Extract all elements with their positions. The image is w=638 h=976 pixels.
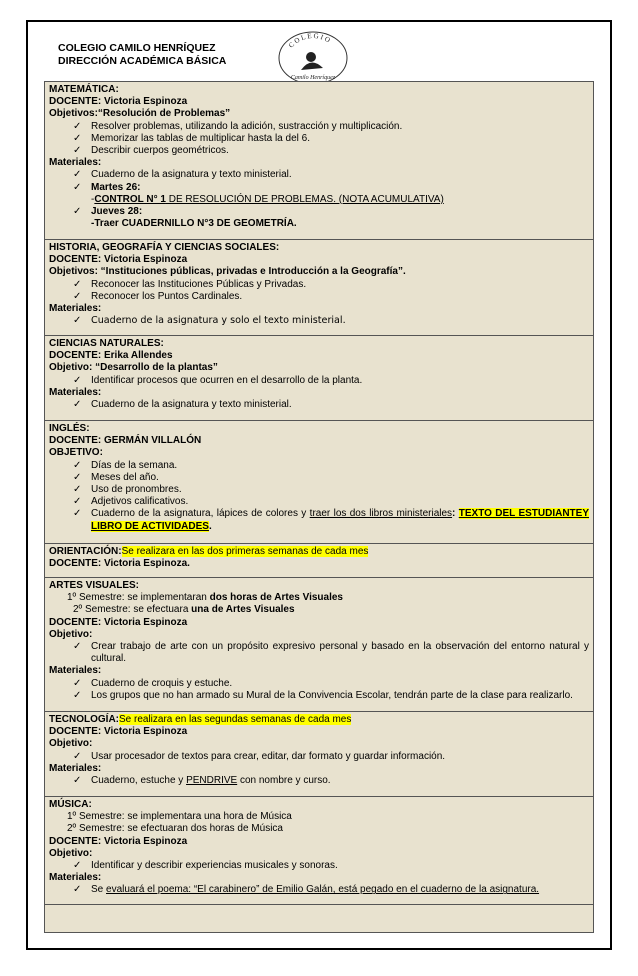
arts-semester-1 bbox=[49, 592, 589, 604]
dash: - bbox=[91, 193, 95, 205]
list-item bbox=[73, 884, 589, 896]
science-objectives bbox=[49, 375, 589, 387]
arts-objective-title: Objetivo: bbox=[49, 628, 93, 640]
materials-text: Cuaderno, estuche y bbox=[91, 775, 187, 787]
list-item: ✓ Cuaderno de croquis y estuche. bbox=[73, 678, 589, 690]
arts-subject: ARTES VISUALES: bbox=[49, 580, 140, 591]
math-objective-title: Objetivos:“Resolución de Problemas” bbox=[49, 108, 231, 120]
school-seal-logo bbox=[273, 26, 353, 86]
tech-row bbox=[45, 712, 594, 797]
english-objectives bbox=[49, 460, 589, 533]
control-desc: DE RESOLUCIÓN DE PROBLEMAS. (NOTA ACUMULATIVA) bbox=[165, 193, 444, 205]
science-teacher: DOCENTE: Erika Allendes bbox=[49, 350, 173, 362]
semester-bold: una de Artes Visuales bbox=[191, 604, 295, 616]
books-highlight: TEXTO DEL ESTUDIANTEY LIBRO DE ACTIVIDADES bbox=[91, 508, 590, 532]
svg-text:Camilo Henríquez: Camilo Henríquez bbox=[290, 75, 336, 81]
math-teacher: DOCENTE: Victoria Espinoza bbox=[49, 96, 188, 108]
history-materials-label: Materiales: bbox=[49, 303, 102, 315]
list-item: ✓ Memorizar las tablas de multiplicar hasta la del 6. bbox=[73, 133, 589, 145]
list-item bbox=[73, 508, 589, 532]
science-subject: CIENCIAS NATURALES: bbox=[49, 338, 164, 349]
orientation-subject: ORIENTACIÓN: bbox=[49, 546, 122, 557]
list-item: ✓ Reconocer los Puntos Cardinales. bbox=[73, 291, 589, 303]
thursday-task: -Traer CUADERNILLO N°3 DE GEOMETRÍA. bbox=[91, 218, 297, 230]
music-teacher: DOCENTE: Victoria Espinoza bbox=[49, 835, 188, 847]
history-objectives bbox=[49, 279, 589, 303]
list-item: ✓ Uso de pronombres. bbox=[73, 484, 589, 496]
science-row bbox=[45, 336, 594, 421]
semester-text: 2º Semestre: se efectuara bbox=[73, 604, 192, 616]
list-item: ✓ Describir cuerpos geométricos. bbox=[73, 145, 589, 157]
school-header bbox=[58, 42, 226, 68]
period: . bbox=[208, 520, 212, 532]
list-item: ✓ Meses del año. bbox=[73, 472, 589, 484]
tech-subject: TECNOLOGÍA: bbox=[49, 714, 119, 725]
history-row bbox=[45, 240, 594, 336]
materials-text: Se bbox=[91, 884, 107, 896]
math-materials bbox=[49, 169, 589, 230]
arts-teacher: DOCENTE: Victoria Espinoza bbox=[49, 616, 188, 628]
tech-teacher: DOCENTE: Victoria Espinoza bbox=[49, 726, 188, 738]
science-objective-title: Objetivo: “Desarrollo de la plantas” bbox=[49, 362, 218, 374]
orientation-row bbox=[45, 544, 594, 578]
music-row bbox=[45, 797, 594, 905]
colon: : bbox=[452, 508, 459, 520]
tech-objectives bbox=[49, 751, 589, 763]
list-item: ✓ Reconocer las Instituciones Públicas y Privadas. bbox=[73, 279, 589, 291]
poem-evaluation: evaluará el poema: “El carabinero” de Emilio Galán, está pegado en el cuaderno de la asignatura. bbox=[106, 884, 540, 896]
svg-text:C O L E G I O: C O L E G I O bbox=[287, 31, 332, 50]
list-item: ✓ Cuaderno de la asignatura y texto ministerial. bbox=[73, 399, 589, 411]
list-item: ✓ Adjetivos calificativos. bbox=[73, 496, 589, 508]
pendrive-label: PENDRIVE bbox=[186, 775, 238, 787]
school-name: COLEGIO CAMILO HENRÍQUEZ bbox=[58, 42, 216, 54]
math-subject: MATEMÁTICA: bbox=[49, 84, 119, 95]
music-materials-label: Materiales: bbox=[49, 872, 102, 884]
arts-row bbox=[45, 578, 594, 712]
list-item: ✓ Cuaderno de la asignatura y solo el texto ministerial. bbox=[73, 315, 589, 327]
arts-semester-2 bbox=[49, 604, 589, 616]
arts-objectives bbox=[49, 641, 589, 665]
history-teacher: DOCENTE: Victoria Espinoza bbox=[49, 254, 188, 266]
list-item: ✓ Resolver problemas, utilizando la adición, sustracción y multiplicación. bbox=[73, 121, 589, 133]
tech-objective-title: Objetivo: bbox=[49, 738, 93, 750]
list-item: ✓ Días de la semana. bbox=[73, 460, 589, 472]
orientation-teacher: DOCENTE: Victoria Espinoza. bbox=[49, 558, 190, 570]
empty-row bbox=[45, 905, 594, 933]
math-materials-label: Materiales: bbox=[49, 157, 102, 169]
thursday-label: Jueves 28: bbox=[91, 206, 143, 218]
materials-text: Cuaderno de la asignatura, lápices de colores y bbox=[91, 508, 310, 520]
history-objective-title: Objetivos: “Instituciones públicas, privadas e Introducción a la Geografía”. bbox=[49, 266, 406, 278]
materials-text: con nombre y curso. bbox=[237, 775, 331, 787]
english-subject: INGLÉS: bbox=[49, 423, 90, 434]
science-materials bbox=[49, 399, 589, 411]
math-row bbox=[45, 82, 594, 240]
tech-materials-label: Materiales: bbox=[49, 762, 102, 774]
music-semester-1: 1º Semestre: se implementara una hora de Música bbox=[67, 811, 292, 823]
list-item: ✓ Identificar procesos que ocurren en el desarrollo de la planta. bbox=[73, 375, 589, 387]
english-row bbox=[45, 421, 594, 544]
semester-text: 1º Semestre: se implementaran bbox=[67, 592, 210, 604]
list-item: ✓ Identificar y describir experiencias musicales y sonoras. bbox=[73, 860, 589, 872]
semester-bold: dos horas de Artes Visuales bbox=[209, 592, 343, 604]
arts-materials-label: Materiales: bbox=[49, 665, 102, 677]
tech-materials bbox=[49, 775, 589, 787]
orientation-note: Se realizara en las dos primeras semanas de cada mes bbox=[121, 546, 369, 557]
music-objectives bbox=[49, 860, 589, 872]
english-objective-title: OBJETIVO: bbox=[49, 447, 103, 459]
control-label: CONTROL N° 1 bbox=[94, 193, 166, 205]
science-materials-label: Materiales: bbox=[49, 386, 102, 398]
list-item: ✓ Cuaderno de la asignatura y texto ministerial. bbox=[73, 169, 589, 181]
arts-materials bbox=[49, 678, 589, 702]
music-semester-2: 2º Semestre: se efectuaran dos horas de Música bbox=[67, 823, 283, 835]
music-subject: MÚSICA: bbox=[49, 799, 92, 810]
ministerial-books: traer los dos libros ministeriales bbox=[309, 508, 453, 520]
department-name: DIRECCIÓN ACADÉMICA BÁSICA bbox=[58, 55, 227, 67]
history-materials bbox=[49, 315, 589, 327]
list-item: ✓ Usar procesador de textos para crear, editar, dar formato y guardar información. bbox=[73, 751, 589, 763]
english-teacher: DOCENTE: GERMÁN VILLALÓN bbox=[49, 435, 202, 447]
list-item: ✓ Los grupos que no han armado su Mural de la Convivencia Escolar, tendrán parte de la clase para realizarlo. bbox=[73, 690, 589, 702]
tuesday-label: Martes 26: bbox=[91, 181, 141, 193]
music-materials bbox=[49, 884, 589, 896]
list-item bbox=[73, 775, 589, 787]
list-item bbox=[73, 182, 589, 206]
math-objectives bbox=[49, 121, 589, 158]
music-objective-title: Objetivo: bbox=[49, 847, 93, 859]
history-subject: HISTORIA, GEOGRAFÍA Y CIENCIAS SOCIALES: bbox=[49, 242, 280, 253]
list-item: ✓ Crear trabajo de arte con un propósito expresivo personal y basado en la observación del entorno natural y cultural. bbox=[73, 641, 589, 665]
subjects-table bbox=[44, 81, 594, 933]
list-item bbox=[73, 206, 589, 230]
tech-note: Se realizara en las segundas semanas de cada mes bbox=[119, 714, 352, 725]
